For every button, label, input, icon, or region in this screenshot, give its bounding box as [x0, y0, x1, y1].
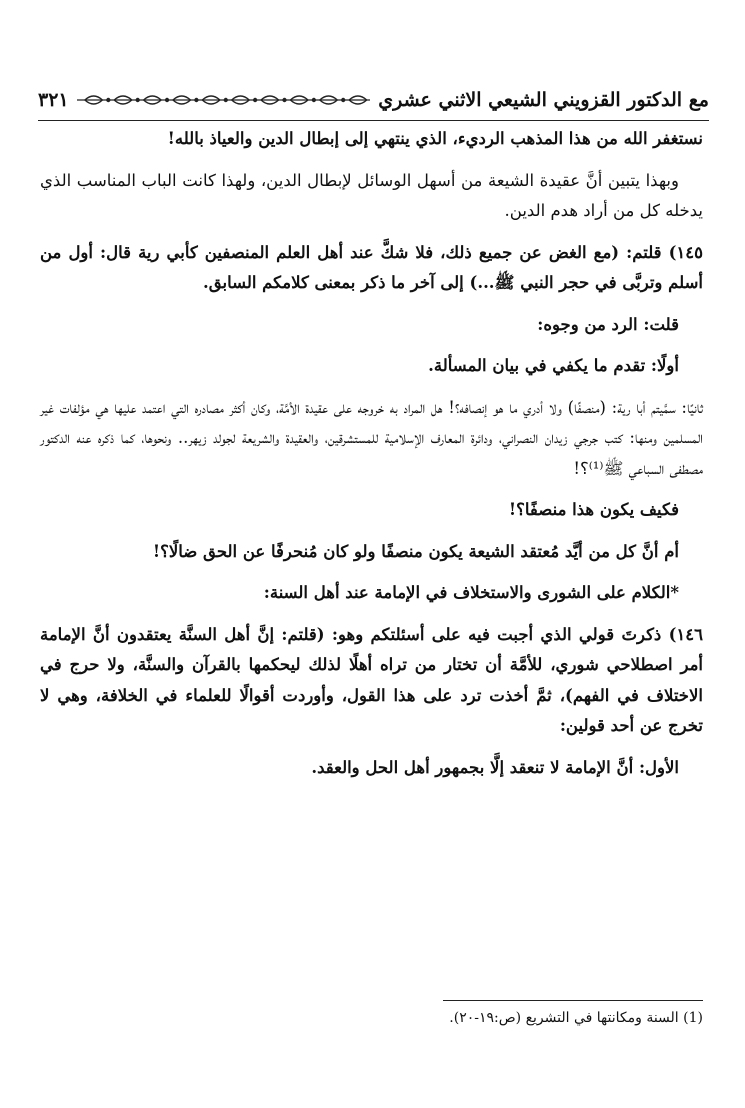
ornament-divider [77, 90, 371, 110]
page-number: ٣٢١ [38, 89, 69, 111]
paragraph-2: وبهذا يتبين أنَّ عقيدة الشيعة من أسهل الوسائل لإبطال الدين، ولهذا كانت الباب المناسب الذي يدخله كل من أراد هدم الدين. [40, 170, 703, 220]
paragraph-1: نستغفر الله من هذا المذهب الرديء، الذي ينتهي إلى إبطال الدين والعياذ بالله! [167, 129, 703, 148]
paragraph-145: ١٤٥) قلتم: (مع الغض عن جميع ذلك، فلا شكَّ عند أهل العلم المنصفين كأبي رية قال: أول من أسلم وتربَّى في حجر النبي ﷺ...) إلى آخر ما ذكر بمعنى كلامكم السابق. [40, 242, 703, 292]
page-header [38, 80, 709, 121]
paragraph-146: ١٤٦) ذكرتَ قولي الذي أجبت فيه على أسئلتكم وهو: (قلتم: إنَّ أهل السنَّة يعتقدون أنَّ الإمامة أمر اصطلاحي شوري، للأمَّة أن تختار من تراه أهلًا لذلك ليحكمها بالقرآن والسنَّة، ولا حرج في الاختلاف في الفهم)، ثمَّ أخذت ترد على هذا القول، وأوردت أقوالًا للعلماء في الخلافة، وهي لا تخرج عن أحد قولين: [40, 624, 703, 735]
paragraph-reply-heading: قلت: الرد من وجوه: [537, 314, 679, 334]
paragraph-question: فكيف يكون هذا منصفًا؟! [508, 500, 679, 519]
paragraph-first-opinion: الأول: أنَّ الإمامة لا تنعقد إلَّا بجمهور أهل الحل والعقد. [311, 757, 679, 777]
paragraph-question-2: أم أنَّ كل من أيَّد مُعتقد الشيعة يكون منصفًا ولو كان مُنحرفًا عن الحق ضالًا؟! [152, 541, 679, 561]
running-title: مع الدكتور القزويني الشيعي الاثني عشري [378, 89, 709, 111]
paragraph-first-point: أولًا: تقدم ما يكفي في بيان المسألة. [428, 356, 679, 375]
page-body [40, 124, 703, 794]
ornament-divider-icon [77, 91, 371, 109]
footnote: (1) السنة ومكانتها في التشريع (ص:١٩-٢٠). [449, 1010, 703, 1026]
paragraph-second-point: ثانيًا: سمَّيتم أبا رية: (منصفًا) ولا أدري ما هو إنصافه؟! هل المراد به خروجه على عقيدة الأمَّة، وكان أكثر مصادره التي اعتمد عليها هي مؤلفات غير المسلمين ومنها: كتب جرجي زيدان النصراني، ودائرة المعارف الإسلامية للمستشرقين، والعقيدة والشريعة لجولد زيهر.. ونحوها، كما ذكره عنه الدكتور مصطفى السباعي ﷺ⁽¹⁾؟! [40, 397, 703, 478]
footnote-divider [443, 1000, 703, 1001]
section-heading: *الكلام على الشورى والاستخلاف في الإمامة عند أهل السنة: [263, 583, 679, 602]
